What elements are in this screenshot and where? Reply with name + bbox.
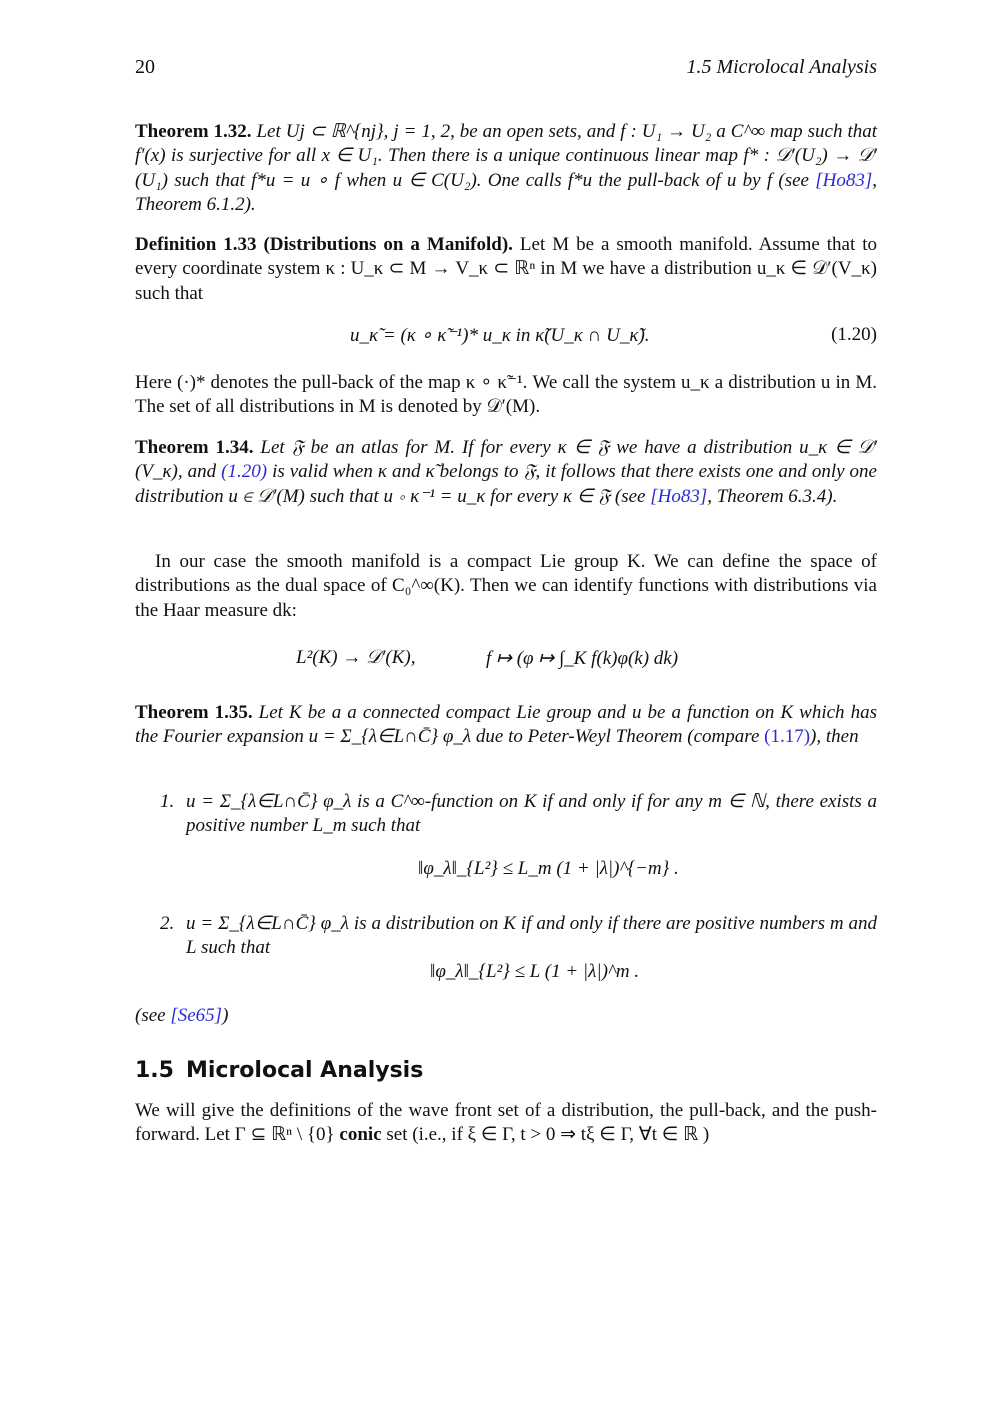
see-text-tail: ) <box>222 1005 229 1026</box>
definition-followup: Here (·)* denotes the pull-back of the map κ ∘ κ̃⁻¹. We call the system u_κ a distribution u in M. The set of all distributions in M is denoted by 𝒟′(M). <box>135 372 877 418</box>
theorem-1-35 <box>135 701 877 750</box>
equation-distribution-bound: ‖φ_λ‖_{L²} ≤ L (1 + |λ|)^m . <box>430 961 640 982</box>
theorem-1-32 <box>135 120 877 217</box>
list-number: 1. <box>160 791 175 812</box>
equation-embedding-right: f ↦ (φ ↦ ∫_K f(k)φ(k) dk) <box>486 648 679 669</box>
citation-link[interactable]: [Ho83] <box>650 485 708 507</box>
paragraph-text: We will give the definitions of the wave front set of a distribution, the pull-back, and the push-forward. Let Γ ⊆ ℝⁿ \ {0} <box>135 1100 877 1146</box>
paragraph-lie-group: In our case the smooth manifold is a compact Lie group K. We can define the space of distributions as the dual space of C₀^∞(K). Then we can identify functions with distributions via the Haar measure dk: <box>135 551 877 621</box>
definition-label: Definition 1.33 (Distributions on a Manifold). <box>135 234 513 255</box>
paragraph-microlocal <box>135 1099 877 1148</box>
theorem-label: Theorem 1.35. <box>135 702 253 723</box>
theorem-text: Let K be a a connected compact Lie group and u be a function on K which has the Fourier expansion u = Σ_{λ∈L∩C̄} φ_λ due to Peter-Weyl Theorem (compare <box>135 702 878 748</box>
section-number: 1.5 <box>135 1058 174 1083</box>
theorem-text: is valid when κ and κ̃ belongs to 𝔉, it follows that there exists one and only one distribution u ∈ 𝒟′(M) such that u ∘ κ⁻¹ = u_κ for every κ ∈ 𝔉 (see <box>135 461 877 507</box>
citation-link[interactable]: [Se65] <box>170 1005 223 1026</box>
citation-link[interactable]: [Ho83] <box>815 169 873 191</box>
theorem-text: ), then <box>810 726 859 748</box>
see-reference <box>135 1004 877 1028</box>
equation-ref-link[interactable]: (1.17) <box>764 726 811 748</box>
page-number: 20 <box>135 56 155 78</box>
bold-term: conic <box>339 1124 382 1146</box>
section-heading <box>135 1058 435 1083</box>
equation-embedding-left: L²(K) → 𝒟′(K), <box>296 647 416 668</box>
section-title: Microlocal Analysis <box>185 1058 424 1083</box>
theorem-text-tail: , Theorem 6.3.4). <box>707 485 838 507</box>
theorem-label: Theorem 1.32. <box>135 121 252 142</box>
theorem-text: Let 𝔉 be an atlas for M. If for every κ ∈ 𝔉 we have a distribution u_κ ∈ 𝒟′(V_κ), and <box>135 437 878 483</box>
list-number: 2. <box>160 913 175 934</box>
running-title: 1.5 Microlocal Analysis <box>686 56 877 78</box>
paragraph-text-tail: set (i.e., if ξ ∈ Γ, t > 0 ⇒ tξ ∈ Γ, ∀t ∈ ℝ ) <box>381 1124 710 1146</box>
theorem-text-tail: , Theorem 6.1.2). <box>135 169 877 215</box>
see-text: (see <box>135 1005 171 1026</box>
list-text: u = Σ_{λ∈L∩C̄} φ_λ is a distribution on K if and only if there are positive numbers m and L such that <box>186 913 877 959</box>
theorem-text: j ⊂ ℝ^{nj}, j = 1, 2, be an open sets, and f : U₁ → U₂ a C^∞ map such that f′(x) is surjective for all x ∈ U₁. Then there is a unique continuous linear map f* : 𝒟′(U₂) → 𝒟′(U₁) such that f*u = u ∘ f when u ∈ C(U₂). One calls f*u the pull-back of u by f (see <box>135 121 878 191</box>
theorem-text-start: Let U <box>256 121 300 142</box>
list-item-2 <box>160 912 877 961</box>
definition-text: Let M be a smooth manifold. Assume that to every coordinate system κ : U_κ ⊂ M → V_κ ⊂ ℝⁿ in M we have a distribution u_κ ∈ 𝒟′(V_κ) such that <box>135 234 877 304</box>
theorem-label: Theorem 1.34. <box>135 437 254 458</box>
equation-number: (1.20) <box>831 324 877 345</box>
theorem-1-34 <box>135 436 877 509</box>
equation-1-20: u_κ̃ = (κ ∘ κ̃⁻¹)* u_κ in κ̃(U_κ ∩ U_κ̃). <box>350 325 650 346</box>
definition-1-33 <box>135 233 877 306</box>
list-item-1 <box>160 790 877 839</box>
equation-smooth-bound: ‖φ_λ‖_{L²} ≤ L_m (1 + |λ|)^{−m} . <box>418 858 679 879</box>
equation-ref-link[interactable]: (1.20) <box>221 461 268 483</box>
list-text: u = Σ_{λ∈L∩C̄} φ_λ is a C^∞-function on K if and only if for any m ∈ ℕ, there exists a positive number L_m such that <box>186 791 877 837</box>
